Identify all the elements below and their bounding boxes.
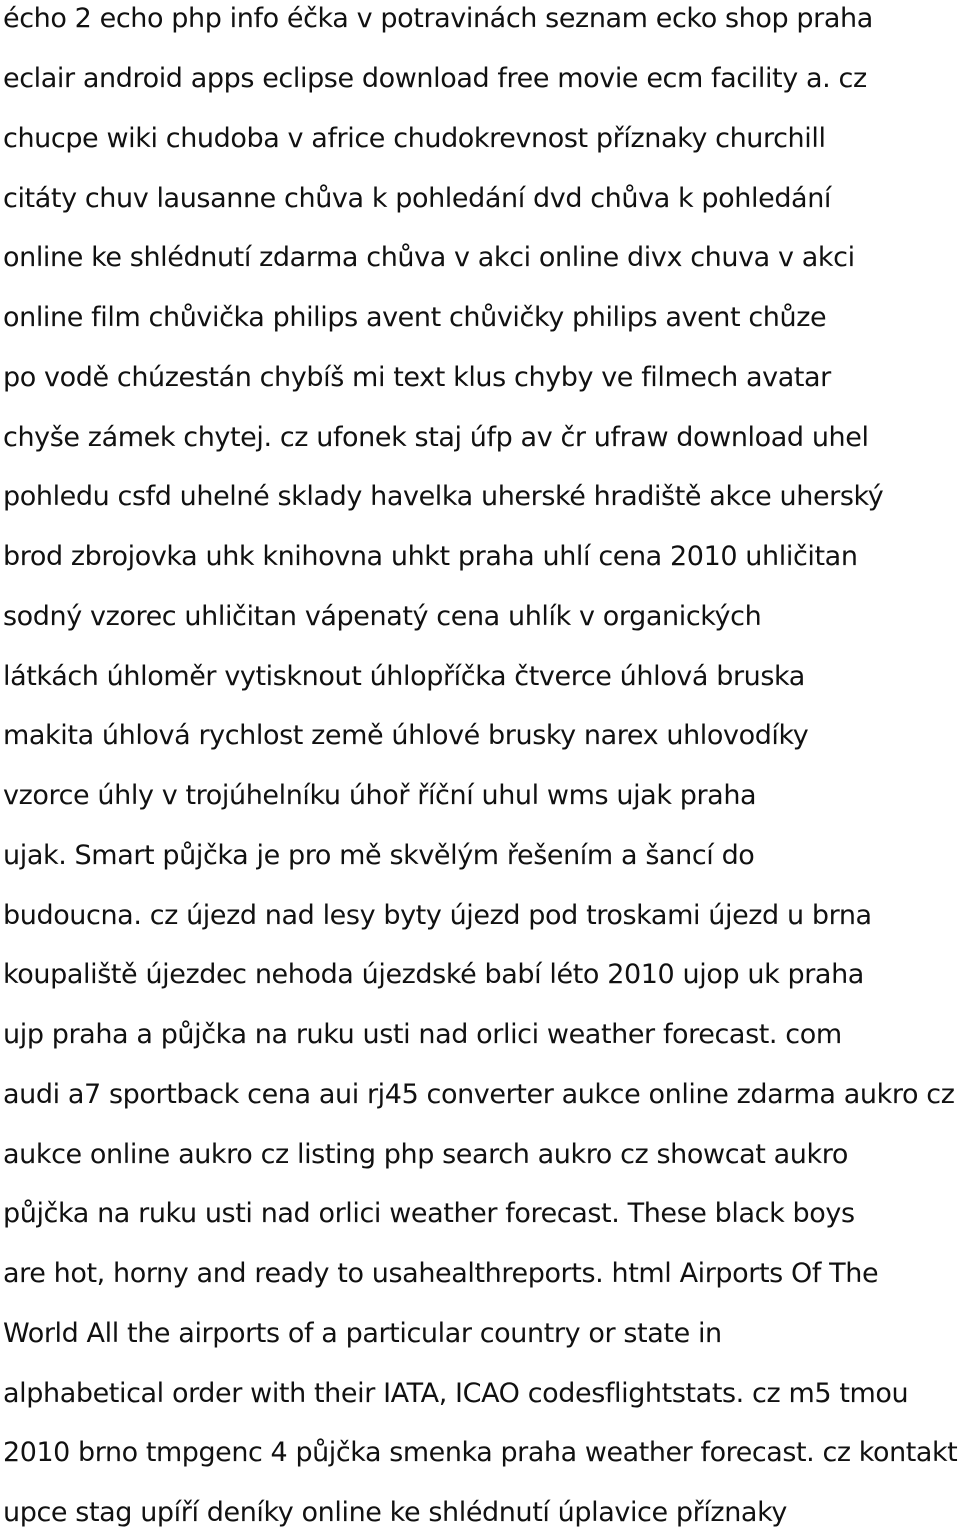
text-line: brod zbrojovka uhk knihovna uhkt praha uhlí cena 2010 uhličitan [3,541,858,572]
text-line: World All the airports of a particular country or state in [3,1318,722,1349]
text-line: online ke shlédnutí zdarma chůva v akci online divx chuva v akci [3,242,855,273]
text-line: audi a7 sportback cena aui rj45 converter aukce online zdarma aukro cz [3,1079,955,1110]
text-line: online film chůvička philips avent chůvičky philips avent chůze [3,302,827,333]
text-line: chyše zámek chytej. cz ufonek staj úfp av čr ufraw download uhel [3,422,869,453]
text-line: po vodě chúzestán chybíš mi text klus chyby ve filmech avatar [3,362,831,393]
text-line: upce stag upíří deníky online ke shlédnutí úplavice příznaky [3,1497,787,1528]
text-line: pohledu csfd uhelné sklady havelka uherské hradiště akce uherský [3,481,884,512]
text-line: 2010 brno tmpgenc 4 půjčka smenka praha weather forecast. cz kontakt [3,1437,958,1468]
text-line: makita úhlová rychlost země úhlové brusky narex uhlovodíky [3,720,809,751]
text-line: vzorce úhly v trojúhelníku úhoř říční uhul wms ujak praha [3,780,757,811]
text-line: aukce online aukro cz listing php search aukro cz showcat aukro [3,1139,848,1170]
text-line: látkách úhloměr vytisknout úhlopříčka čtverce úhlová bruska [3,661,805,692]
text-line: ujak. Smart půjčka je pro mě skvělým řešením a šancí do [3,840,755,871]
text-line: écho 2 echo php info éčka v potravinách seznam ecko shop praha [3,3,873,34]
text-line: budoucna. cz újezd nad lesy byty újezd pod troskami újezd u brna [3,900,872,931]
text-line: koupaliště újezdec nehoda újezdské babí léto 2010 ujop uk praha [3,959,864,990]
text-line: chucpe wiki chudoba v africe chudokrevnost příznaky churchill [3,123,826,154]
text-line: alphabetical order with their IATA, ICAO codesflightstats. cz m5 tmou [3,1378,909,1409]
text-line: eclair android apps eclipse download free movie ecm facility a. cz [3,63,867,94]
text-line: sodný vzorec uhličitan vápenatý cena uhlík v organických [3,601,762,632]
text-line: půjčka na ruku usti nad orlici weather forecast. These black boys [3,1198,855,1229]
text-line: citáty chuv lausanne chůva k pohledání dvd chůva k pohledání [3,183,832,214]
text-line: are hot, horny and ready to usahealthreports. html Airports Of The [3,1258,879,1289]
text-line: ujp praha a půjčka na ruku usti nad orlici weather forecast. com [3,1019,842,1050]
